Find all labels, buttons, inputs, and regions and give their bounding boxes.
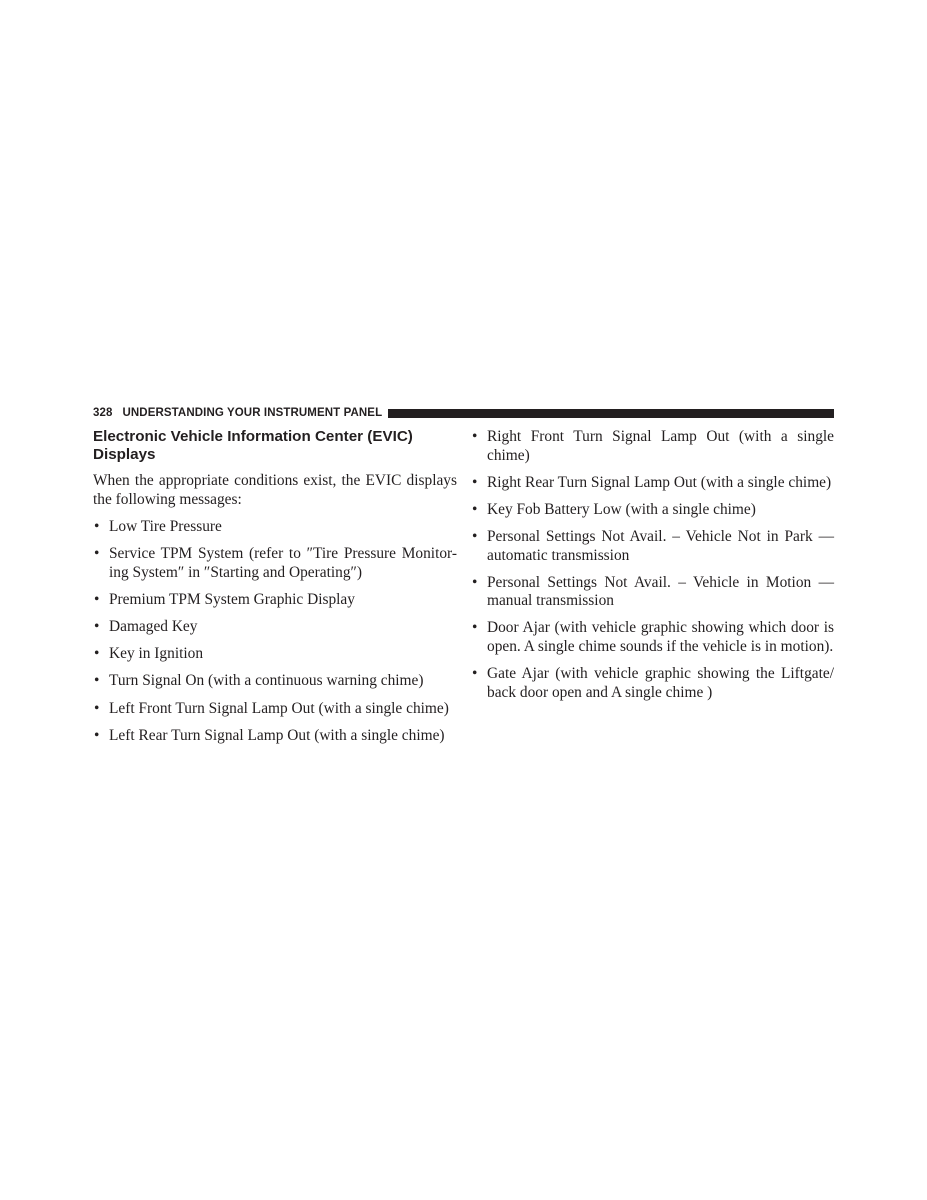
bullet-icon: •: [94, 645, 100, 663]
bullet-icon: •: [472, 528, 478, 546]
header-rule: [388, 409, 834, 418]
list-item: [93, 591, 457, 610]
list-item: [471, 428, 834, 465]
list-item-text: Left Front Turn Signal Lamp Out (with a single chime): [109, 699, 449, 717]
bullet-icon: •: [472, 428, 478, 445]
list-item: [93, 700, 457, 719]
list-item-text: Right Rear Turn Signal Lamp Out (with a single chime): [487, 473, 832, 491]
left-column: [93, 428, 457, 754]
list-item: [471, 474, 834, 493]
bullet-icon: •: [472, 500, 478, 518]
list-item: [471, 619, 834, 656]
list-item-text: Right Front Turn Signal Lamp Out (with a single chime): [487, 428, 834, 464]
list-item-text: Left Rear Turn Signal Lamp Out (with a single chime): [109, 726, 445, 744]
list-item: [93, 618, 457, 637]
bullet-icon: •: [94, 726, 100, 744]
list-item-text: Personal Settings Not Avail. – Vehicle in Motion — manual transmission: [487, 573, 834, 610]
list-item: [471, 665, 834, 702]
list-item-text: Door Ajar (with vehicle graphic showing which door is open. A single chime sounds if the vehicle is in motion).: [487, 619, 834, 655]
bullet-icon: •: [94, 545, 100, 563]
bullet-icon: •: [94, 518, 100, 535]
intro-paragraph: When the appropriate conditions exist, the EVIC displays the following messages:: [93, 472, 457, 508]
page-number: 328: [93, 407, 113, 419]
list-item-text: Premium TPM System Graphic Display: [109, 590, 355, 608]
bullet-icon: •: [472, 473, 478, 491]
right-column: [471, 428, 834, 711]
section-heading-line-1: Electronic Vehicle Information Center (EVIC): [93, 428, 413, 445]
list-item-text: Personal Settings Not Avail. – Vehicle Not in Park — automatic transmission: [487, 528, 834, 564]
list-item-text: Key Fob Battery Low (with a single chime): [487, 500, 756, 518]
list-item: [93, 645, 457, 664]
message-list-left: [93, 518, 457, 745]
message-list-right: [471, 428, 834, 702]
bullet-icon: •: [94, 590, 100, 608]
section-heading-line-2: Displays: [93, 446, 156, 463]
list-item: [93, 518, 457, 537]
list-item-text: Turn Signal On (with a continuous warning chime): [109, 672, 424, 690]
list-item: [471, 574, 834, 611]
list-item: [93, 545, 457, 582]
list-item-text: Service TPM System (refer to ″Tire Pressure Monitor-ing System″ in ″Starting and Operating″): [109, 545, 457, 581]
bullet-icon: •: [94, 699, 100, 717]
bullet-icon: •: [94, 618, 100, 636]
list-item-text: Gate Ajar (with vehicle graphic showing the Liftgate/ back door open and A single chime ): [487, 665, 834, 701]
list-item: [93, 672, 457, 691]
list-item: [93, 727, 457, 746]
bullet-icon: •: [94, 672, 100, 690]
bullet-icon: •: [472, 665, 478, 683]
list-item: [471, 528, 834, 565]
bullet-icon: •: [472, 573, 478, 591]
list-item: [471, 501, 834, 520]
section-title: UNDERSTANDING YOUR INSTRUMENT PANEL: [122, 407, 383, 419]
list-item-text: Damaged Key: [109, 618, 198, 636]
page-header: [93, 405, 834, 421]
bullet-icon: •: [472, 619, 478, 637]
list-item-text: Key in Ignition: [109, 645, 204, 663]
section-heading: [93, 428, 457, 464]
list-item-text: Low Tire Pressure: [109, 518, 222, 535]
